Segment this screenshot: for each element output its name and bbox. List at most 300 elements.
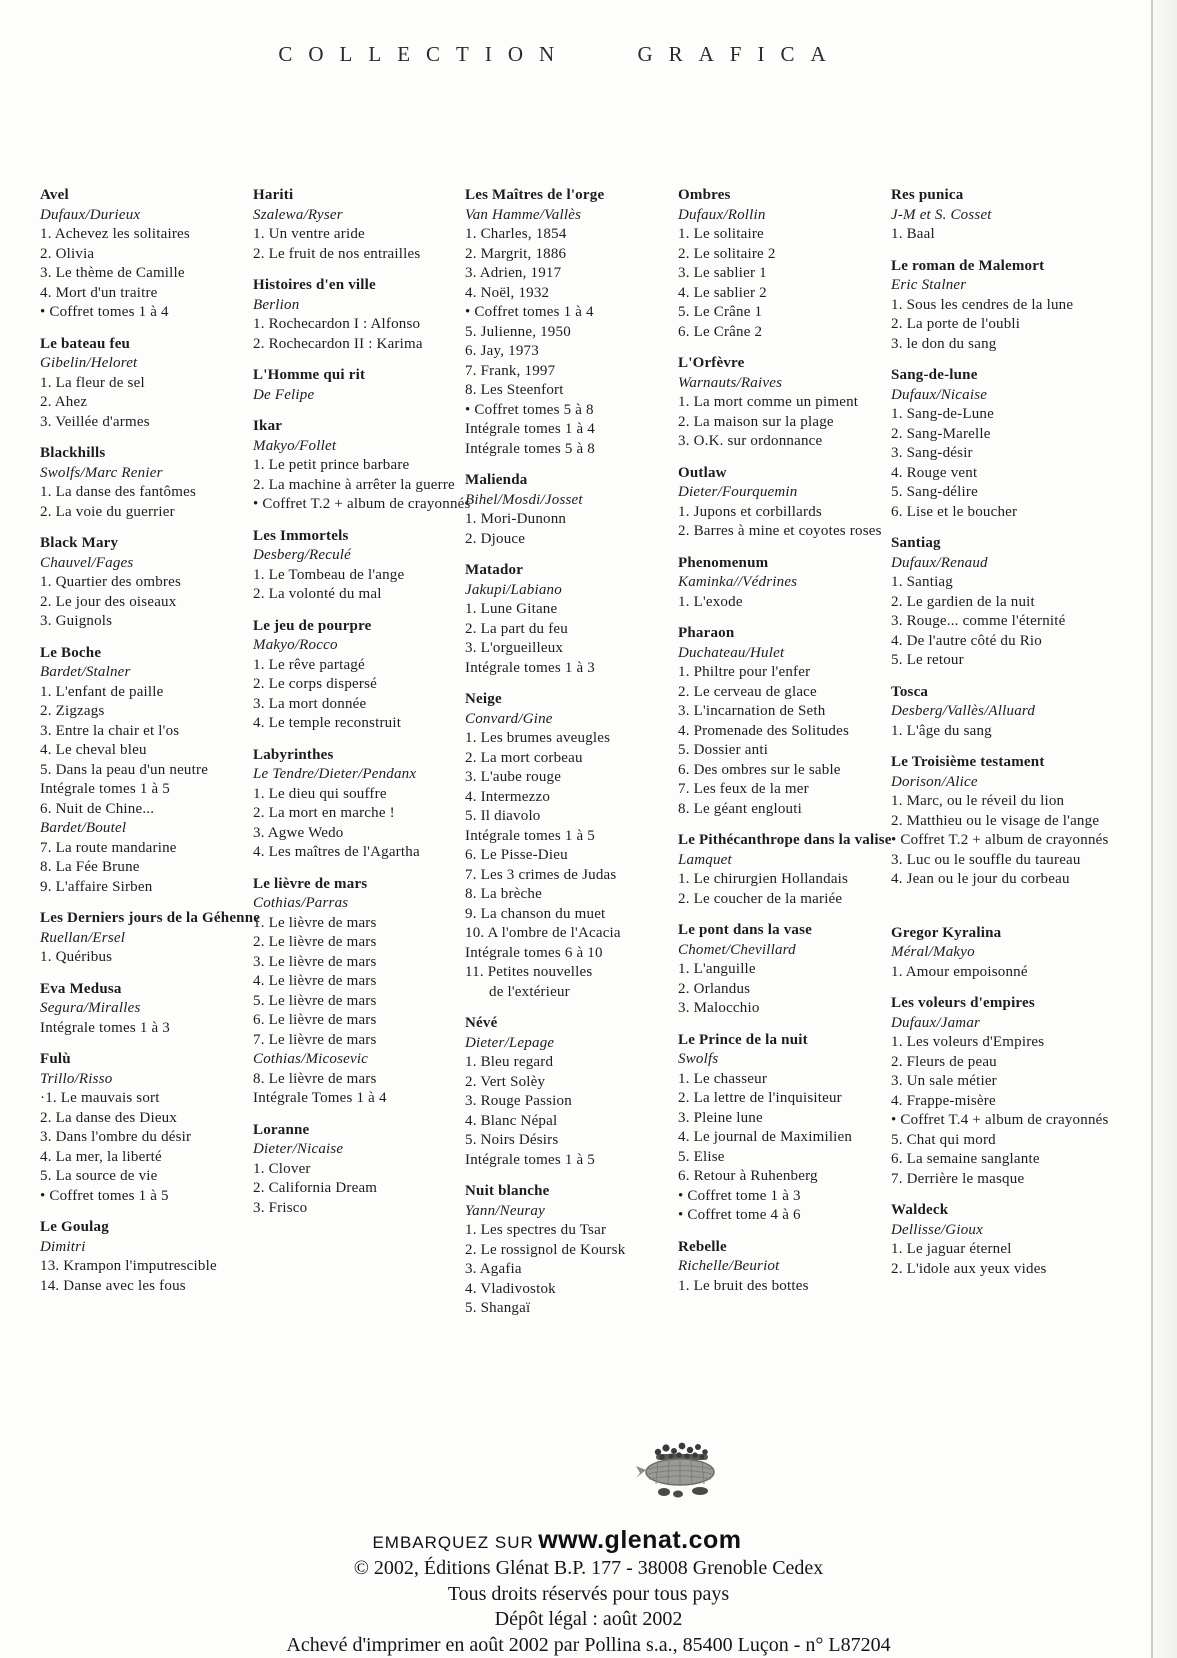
series-title: Le Boche	[40, 644, 102, 661]
series-item: 8. La Fée Brune	[40, 859, 140, 875]
series-item: Intégrale tomes 6 à 10	[465, 944, 603, 961]
series-item: 5. Dans la peau d'un neutre	[40, 761, 209, 778]
series-title: Outlaw	[678, 464, 727, 481]
series-item: 8. Le géant englouti	[678, 800, 802, 817]
site-url-text: www.glenat.com	[538, 1526, 742, 1554]
series-title: Les Maîtres de l'orge	[465, 187, 605, 203]
series-item: 2. Sang-Marelle	[891, 425, 991, 442]
series-title: Avel	[40, 187, 69, 203]
series-item: 2. Matthieu ou le visage de l'ange	[891, 812, 1100, 829]
series-item: 4. Le sablier 2	[678, 284, 767, 301]
series-authors: Trillo/Risso	[40, 1070, 113, 1087]
series-item: 5. Le lièvre de mars	[253, 992, 377, 1009]
series-item: 1. L'exode	[678, 593, 743, 610]
series-item: 8. La brèche	[465, 886, 542, 902]
series-item: 1. Les brumes aveugles	[465, 730, 611, 746]
series-title: Eva Medusa	[40, 980, 122, 997]
series-item: 2. California Dream	[253, 1180, 378, 1196]
series-item: 2. Margrit, 1886	[465, 245, 567, 262]
imprint-rights: Tous droits réservés pour tous pays	[447, 1582, 730, 1605]
catalog-column-5	[891, 186, 1109, 1291]
series-item: 3. Entre la chair et l'os	[40, 722, 180, 739]
series-item: 2. Ahez	[40, 394, 88, 410]
series-item: 2. Le fruit de nos entrailles	[253, 245, 421, 262]
series-item: 2. La danse des Dieux	[40, 1109, 178, 1126]
series-block	[891, 186, 1103, 245]
series-item: 5. Dossier anti	[678, 742, 769, 758]
series-item: 11. Petites nouvelles	[465, 964, 593, 980]
series-item: 1. Le lièvre de mars	[253, 914, 377, 931]
series-authors: Dufaux/Jamar	[891, 1014, 981, 1031]
series-item: 4. Intermezzo	[465, 788, 551, 805]
imprint-block	[0, 1556, 1177, 1658]
series-block	[891, 1201, 1103, 1279]
series-item: 6. La semaine sanglante	[891, 1151, 1040, 1167]
catalog-column-4	[678, 186, 890, 1308]
series-item: 1. L'enfant de paille	[40, 683, 164, 700]
series-item: 4. Jean ou le jour du corbeau	[891, 871, 1070, 887]
series-block	[40, 1218, 252, 1296]
series-title: Tosca	[891, 683, 929, 700]
series-item: Intégrale tomes 1 à 3	[40, 1019, 170, 1036]
series-title: Les Derniers jours de la Géhenne	[40, 910, 261, 926]
series-item: 7. Les feux de la mer	[678, 781, 809, 797]
series-item: Intégrale tomes 1 à 5	[465, 1151, 595, 1168]
series-item: 1. La danse des fantômes	[40, 484, 197, 500]
embark-line	[0, 1526, 1114, 1555]
series-item: 2. Le cerveau de glace	[678, 683, 817, 700]
series-item: 2. La lettre de l'inquisiteur	[678, 1090, 842, 1106]
series-block	[678, 624, 890, 819]
series-item: 1. L'anguille	[678, 961, 756, 977]
series-authors: Makyo/Follet	[253, 437, 337, 454]
series-item: 3. Rouge Passion	[465, 1093, 572, 1109]
series-title: Ikar	[253, 418, 283, 434]
series-item: 3. le don du sang	[891, 335, 997, 352]
series-item: 3. Sang-désir	[891, 445, 973, 461]
series-item: 4. La mer, la liberté	[40, 1148, 162, 1165]
series-authors: Le Tendre/Dieter/Pendanx	[253, 766, 417, 782]
series-item: 5. Julienne, 1950	[465, 323, 571, 340]
series-block	[253, 527, 465, 605]
series-item: 2. Orlandus	[678, 980, 751, 997]
series-item: 6. Le Pisse-Dieu	[465, 847, 568, 863]
series-item-continuation: de l'extérieur	[489, 983, 570, 1000]
series-authors: Jakupi/Labiano	[465, 581, 562, 598]
series-item: 1. La mort comme un piment	[678, 394, 859, 410]
series-item: 5. Il diavolo	[465, 808, 541, 824]
series-item: 1. Le chirurgien Hollandais	[678, 871, 849, 887]
series-item: 6. Le lièvre de mars	[253, 1012, 377, 1028]
series-block	[465, 186, 677, 459]
series-item: 2. La machine à arrêter la guerre	[253, 476, 455, 493]
series-authors: Eric Stalner	[891, 277, 967, 293]
series-authors: Dieter/Lepage	[465, 1034, 555, 1051]
series-item: 3. Agwe Wedo	[253, 824, 344, 841]
series-item: 1. Le bruit des bottes	[678, 1277, 809, 1294]
series-item: 1. Charles, 1854	[465, 226, 567, 242]
series-item: 2. La porte de l'oubli	[891, 316, 1021, 332]
series-item: 1. Santiag	[891, 574, 953, 590]
series-authors: Dufaux/Renaud	[891, 554, 988, 571]
series-item: 1. Clover	[253, 1160, 311, 1177]
series-item: 6. Nuit de Chine...	[40, 800, 155, 817]
series-item: 5. Shangaï	[465, 1300, 531, 1316]
series-item: 14. Danse avec les fous	[40, 1277, 186, 1294]
series-title: Rebelle	[678, 1238, 727, 1255]
series-authors: Cothias/Micosevic	[253, 1051, 369, 1067]
series-block	[891, 257, 1103, 355]
series-authors: Cothias/Parras	[253, 895, 349, 911]
series-block	[678, 831, 890, 909]
series-block	[678, 354, 890, 452]
series-authors: Dufaux/Durieux	[40, 206, 141, 223]
series-item: 6. Le Crâne 2	[678, 323, 763, 340]
series-item: 2. La maison sur la plage	[678, 413, 834, 430]
series-item: Intégrale tomes 1 à 5	[465, 827, 595, 844]
series-block	[465, 561, 677, 678]
series-title: Les voleurs d'empires	[891, 995, 1035, 1011]
series-title: Les Immortels	[253, 527, 349, 544]
series-title: Res punica	[891, 187, 964, 203]
series-item: 2. Fleurs de peau	[891, 1053, 997, 1070]
series-title: L'Orfèvre	[678, 355, 745, 371]
series-item: 13. Krampon l'imputrescible	[40, 1258, 217, 1274]
series-title: Sang-de-lune	[891, 367, 978, 383]
scan-edge-strip	[1153, 0, 1177, 1658]
series-item: 9. La chanson du muet	[465, 905, 606, 922]
series-authors: Ruellan/Ersel	[40, 929, 126, 946]
series-item: • Coffret tomes 1 à 4	[40, 304, 169, 320]
series-title: Le roman de Malemort	[891, 257, 1045, 274]
series-authors: Bardet/Boutel	[40, 820, 127, 836]
series-authors: Lamquet	[678, 851, 732, 868]
series-authors: Bihel/Mosdi/Josset	[465, 491, 583, 508]
series-item: 3. Frisco	[253, 1199, 308, 1216]
series-item: 2. La voie du guerrier	[40, 503, 175, 520]
series-block	[253, 366, 465, 405]
series-block	[678, 1238, 890, 1297]
series-item: 1. Le chasseur	[678, 1070, 768, 1087]
series-item: 1. Sous les cendres de la lune	[891, 296, 1074, 313]
series-item: 1. Bleu regard	[465, 1054, 554, 1070]
series-item: 2. La mort corbeau	[465, 749, 583, 766]
series-item: Intégrale tomes 1 à 3	[465, 659, 595, 676]
series-item: 7. Frank, 1997	[465, 362, 556, 379]
series-authors: Van Hamme/Vallès	[465, 206, 582, 223]
series-authors: Yann/Neuray	[465, 1202, 545, 1219]
series-item: 3. O.K. sur ordonnance	[678, 433, 823, 449]
series-block	[891, 683, 1103, 742]
series-item: • Coffret tomes 5 à 8	[465, 401, 594, 418]
series-item: • Coffret tomes 1 à 4	[465, 304, 594, 320]
series-authors: Dufaux/Nicaise	[891, 386, 988, 403]
embark-label: EMBARQUEZ SUR	[372, 1533, 534, 1552]
series-item: 7. Derrière le masque	[891, 1170, 1025, 1187]
series-authors: Dieter/Nicaise	[253, 1141, 344, 1157]
series-item: 1. Les voleurs d'Empires	[891, 1034, 1045, 1050]
series-item: 3. Dans l'ombre du désir	[40, 1129, 192, 1145]
series-item: 6. Retour à Ruhenberg	[678, 1168, 818, 1184]
series-item: 5. Le retour	[891, 652, 964, 668]
series-item: Intégrale tomes 1 à 4	[465, 421, 595, 437]
series-item: 4. Blanc Népal	[465, 1112, 558, 1129]
series-block	[678, 464, 890, 542]
series-item: 5. Chat qui mord	[891, 1131, 996, 1148]
series-authors: Duchateau/Hulet	[678, 644, 785, 661]
series-authors: Desberg/Reculé	[253, 547, 352, 563]
series-item: 1. Un ventre aride	[253, 226, 365, 242]
series-block	[253, 875, 465, 1109]
series-item: 10. A l'ombre de l'Acacia	[465, 925, 621, 941]
series-item: 1. Jupons et corbillards	[678, 503, 822, 520]
series-item: 1. Baal	[891, 226, 935, 242]
series-item: 2. Le coucher de la mariée	[678, 890, 843, 907]
series-item: • Coffret T.2 + album de crayonnés	[891, 832, 1109, 848]
series-authors: Gibelin/Heloret	[40, 355, 138, 371]
series-block	[40, 335, 252, 433]
page-title: COLLECTION GRAFICA	[278, 42, 842, 66]
series-item: 3. La mort donnée	[253, 695, 367, 712]
series-block	[40, 444, 252, 522]
series-title: Le Troisième testament	[891, 754, 1045, 770]
series-title: Le jeu de pourpre	[253, 617, 372, 634]
series-item: 1. Lune Gitane	[465, 601, 558, 617]
series-item: 5. La source de vie	[40, 1168, 158, 1184]
series-item: 2. Rochecardon II : Karima	[253, 335, 423, 352]
series-item: 2. Le lièvre de mars	[253, 934, 377, 950]
series-title: L'Homme qui rit	[253, 367, 366, 383]
series-authors: Chauvel/Fages	[40, 554, 134, 571]
series-item: 3. Veillée d'armes	[40, 413, 150, 430]
series-title: Malienda	[465, 472, 528, 488]
series-title: Labyrinthes	[253, 746, 334, 763]
series-title: Matador	[465, 562, 524, 578]
series-block	[678, 921, 890, 1019]
series-block	[40, 1050, 252, 1206]
series-block	[678, 186, 890, 342]
series-item: 1. Le jaguar éternel	[891, 1241, 1012, 1257]
catalog-column-3	[465, 186, 677, 1331]
series-authors: Szalewa/Ryser	[253, 206, 343, 223]
series-authors: J-M et S. Cosset	[891, 206, 992, 223]
series-title: Gregor Kyralina	[891, 924, 1002, 941]
series-item: 1. L'âge du sang	[891, 722, 992, 739]
series-title: Histoires d'en ville	[253, 277, 376, 293]
glenat-boat-logo	[612, 1436, 742, 1516]
series-item: 4. Noël, 1932	[465, 284, 550, 301]
series-item: 1. Quartier des ombres	[40, 574, 182, 590]
series-item: 1. Mori-Dunonn	[465, 511, 567, 527]
series-item: 1. Le Tombeau de l'ange	[253, 566, 405, 583]
series-authors: De Felipe	[253, 386, 315, 403]
series-item: 1. La fleur de sel	[40, 374, 145, 391]
series-title: Névé	[465, 1015, 498, 1031]
series-item: 2. Le rossignol de Koursk	[465, 1241, 626, 1258]
series-authors: Warnauts/Raives	[678, 374, 783, 391]
series-item: 1. Marc, ou le réveil du lion	[891, 793, 1065, 809]
series-item: 4. Frappe-misère	[891, 1092, 996, 1109]
series-authors: Bardet/Stalner	[40, 664, 131, 680]
series-item: 3. L'aube rouge	[465, 769, 562, 785]
series-item: • Coffret tome 1 à 3	[678, 1187, 801, 1204]
series-item: 4. Le journal de Maximilien	[678, 1129, 853, 1145]
series-title: Le Goulag	[40, 1219, 109, 1235]
series-item: 7. Les 3 crimes de Judas	[465, 866, 617, 883]
series-item: 5. Elise	[678, 1148, 725, 1165]
series-item: 3. Agafia	[465, 1261, 522, 1277]
series-item: 1. Les spectres du Tsar	[465, 1222, 607, 1238]
series-title: Le Prince de la nuit	[678, 1031, 808, 1048]
series-title: Phenomenum	[678, 554, 769, 571]
series-block	[891, 366, 1103, 522]
series-block	[891, 534, 1103, 671]
series-item: 3. Le lièvre de mars	[253, 953, 377, 970]
series-title: Ombres	[678, 187, 731, 203]
series-item: 4. De l'autre côté du Rio	[891, 632, 1042, 649]
series-title: Santiag	[891, 535, 941, 551]
series-title: Fulù	[40, 1051, 71, 1067]
series-block	[40, 644, 252, 898]
series-title: Le Pithécanthrope dans la valise	[678, 832, 892, 848]
series-authors: Dellisse/Gioux	[891, 1221, 983, 1238]
series-item: 4. Mort d'un traitre	[40, 284, 158, 301]
series-item: 3. Rouge... comme l'éternité	[891, 613, 1066, 629]
series-item: 1. Le rêve partagé	[253, 656, 365, 673]
series-item: 2. Djouce	[465, 530, 526, 547]
series-item: 4. Le lièvre de mars	[253, 973, 377, 989]
series-item: 1. Le dieu qui souffre	[253, 785, 387, 802]
series-block	[465, 1182, 677, 1319]
catalog-column-2	[253, 186, 471, 1230]
series-item: 2. La part du feu	[465, 620, 568, 637]
series-block	[465, 690, 677, 1002]
series-block	[40, 909, 261, 968]
series-title: Nuit blanche	[465, 1183, 550, 1199]
series-item: 5. Sang-délire	[891, 484, 978, 500]
series-item: • Coffret tomes 1 à 5	[40, 1187, 169, 1204]
series-authors: Segura/Miralles	[40, 1000, 141, 1016]
series-authors: Makyo/Rocco	[253, 637, 338, 653]
series-authors: Dorison/Alice	[891, 773, 978, 790]
series-item: 2. Le gardien de la nuit	[891, 593, 1035, 610]
imprint-copyright: © 2002, Éditions Glénat B.P. 177 - 38008 Grenoble Cedex	[353, 1557, 824, 1579]
series-item: 3. Un sale métier	[891, 1073, 997, 1089]
series-item: 4. Les maîtres de l'Agartha	[253, 844, 420, 860]
series-block	[40, 534, 252, 632]
series-authors: Berlion	[253, 296, 300, 313]
series-authors: Kaminka//Védrines	[678, 574, 798, 590]
series-authors: Méral/Makyo	[891, 944, 975, 960]
series-block	[253, 417, 471, 515]
series-title: Hariti	[253, 187, 294, 203]
series-item: 4. Le temple reconstruit	[253, 715, 402, 731]
series-block	[891, 924, 1103, 983]
series-item: 6. Lise et le boucher	[891, 503, 1018, 520]
series-title: Pharaon	[678, 625, 735, 641]
series-title: Blackhills	[40, 445, 106, 461]
series-item: 2. Olivia	[40, 245, 95, 262]
series-block	[40, 186, 252, 323]
series-item: 2. Barres à mine et coyotes roses	[678, 523, 882, 539]
series-item: 3. Malocchio	[678, 1000, 760, 1016]
series-item: 2. Le solitaire 2	[678, 245, 776, 262]
series-title: Waldeck	[891, 1202, 949, 1218]
series-item: 2. Vert Solèy	[465, 1073, 546, 1090]
series-authors: Swolfs/Marc Renier	[40, 464, 163, 481]
series-item: 4. Rouge vent	[891, 464, 978, 481]
series-item: 8. Les Steenfort	[465, 382, 564, 398]
series-item: 2. Le jour des oiseaux	[40, 593, 177, 610]
series-item: • Coffret tome 4 à 6	[678, 1207, 801, 1223]
series-authors: Dufaux/Rollin	[678, 206, 766, 223]
series-item: Intégrale tomes 5 à 8	[465, 440, 595, 457]
series-authors: Richelle/Beuriot	[678, 1258, 780, 1274]
series-authors: Swolfs	[678, 1051, 719, 1067]
series-item: 5. Le Crâne 1	[678, 304, 763, 320]
series-authors: Desberg/Vallès/Alluard	[891, 703, 1036, 719]
series-item: • Coffret T.4 + album de crayonnés	[891, 1112, 1109, 1128]
series-item: 3. Guignols	[40, 613, 113, 629]
series-block	[253, 1121, 465, 1219]
series-authors: Convard/Gine	[465, 710, 553, 727]
series-item: 1. Le petit prince barbare	[253, 457, 410, 473]
series-block	[678, 554, 890, 613]
series-item: Intégrale Tomes 1 à 4	[253, 1090, 387, 1106]
series-item: 2. Zigzags	[40, 703, 105, 719]
series-item: 1. Le solitaire	[678, 226, 764, 242]
series-title: Loranne	[253, 1121, 310, 1138]
series-item: 4. Promenade des Solitudes	[678, 722, 850, 739]
series-item: 6. Jay, 1973	[465, 343, 539, 359]
series-item: 2. La mort en marche !	[253, 805, 395, 821]
series-item: 3. Pleine lune	[678, 1109, 763, 1126]
series-item: 1. Quéribus	[40, 949, 113, 965]
series-item: 3. L'incarnation de Seth	[678, 703, 826, 719]
series-block	[465, 471, 677, 549]
series-item: • Coffret T.2 + album de crayonnés	[253, 496, 471, 512]
series-item: 6. Des ombres sur le sable	[678, 761, 841, 778]
series-block	[891, 753, 1109, 890]
series-item: 3. Luc ou le souffle du taureau	[891, 851, 1081, 868]
series-item: 7. Le lièvre de mars	[253, 1031, 377, 1048]
series-block	[465, 1014, 677, 1170]
series-authors: Dimitri	[40, 1238, 86, 1255]
series-title: Neige	[465, 691, 502, 707]
series-block	[891, 994, 1109, 1189]
series-item: 3. Le sablier 1	[678, 265, 767, 281]
series-title: Le bateau feu	[40, 335, 131, 352]
series-item: 3. Le thème de Camille	[40, 265, 185, 281]
series-item: Intégrale tomes 1 à 5	[40, 781, 170, 797]
series-item: ·1. Le mauvais sort	[40, 1090, 160, 1106]
series-item: 8. Le lièvre de mars	[253, 1070, 377, 1087]
series-title: Le lièvre de mars	[253, 875, 368, 892]
series-authors: Dieter/Fourquemin	[678, 484, 798, 500]
series-item: 1. Rochecardon I : Alfonso	[253, 316, 421, 332]
series-item: 1. Achevez les solitaires	[40, 226, 190, 242]
series-title: Black Mary	[40, 535, 119, 551]
series-item: 5. Noirs Désirs	[465, 1132, 559, 1148]
series-item: 1. Amour empoisonné	[891, 963, 1028, 980]
series-item: 2. La volonté du mal	[253, 586, 382, 602]
catalog-column-1	[40, 186, 261, 1308]
series-block	[253, 276, 465, 354]
series-authors: Chomet/Chevillard	[678, 941, 796, 958]
imprint-depot-legal: Dépôt légal : août 2002	[494, 1608, 683, 1630]
series-item: 2. L'idole aux yeux vides	[891, 1260, 1047, 1277]
series-block	[253, 746, 465, 863]
